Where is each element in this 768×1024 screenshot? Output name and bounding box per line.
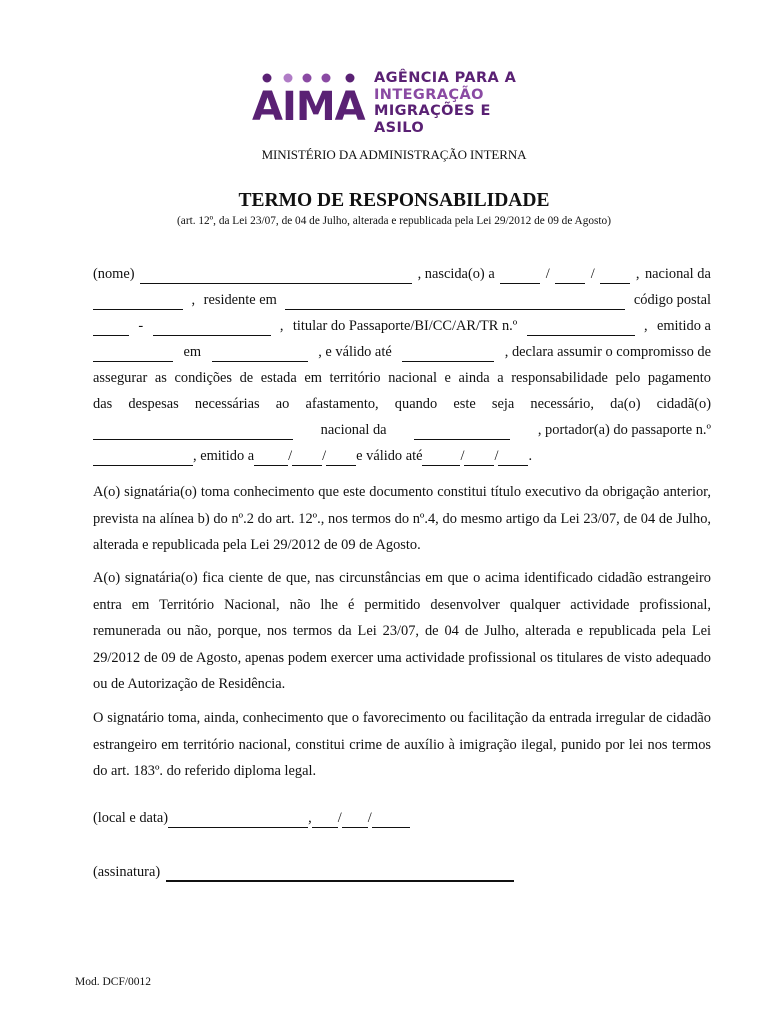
nationality-field[interactable] — [93, 295, 183, 310]
document-subtitle: (art. 12º, da Lei 23/07, de 04 de Julho, alterada e republicada pela Lei 29/2012 de 09 de Agosto) — [177, 215, 611, 227]
label-emitido: emitido a — [656, 318, 711, 334]
passport-valid-year-field[interactable] — [498, 451, 528, 466]
aima-logo-mark — [252, 70, 372, 126]
label-portador: , portador(a) do passaporte n.º — [537, 422, 711, 438]
birth-month-field[interactable] — [555, 269, 585, 284]
aima-logo-text — [374, 70, 542, 136]
citizen-name-field[interactable] — [93, 425, 293, 440]
aima-logo — [252, 70, 542, 136]
ministry-heading: MINISTÉRIO DA ADMINISTRAÇÃO INTERNA — [261, 147, 527, 162]
paragraph-atividade-profissional: A(o) signatária(o) fica ciente de que, nas circunstâncias em que o acima identificado cidadão estrangeiro entra em Território Nacional, não lhe é permitido desenvolver qualquer actividade profissional, remunerada ou não, porque, nos termos da Lei 23/07, de 04 de Julho, alterada e republicada pela Lei 29/2012 de 09 de Agosto, apenas podem exercer uma actividade profissional os titulares de visto adequado ou de Autorização de Residência. — [93, 570, 711, 692]
form-line-signature — [93, 862, 711, 882]
form-line-6: das despesas necessárias ao afastamento, quando este seja necessário, da(o) cidadã(o) — [93, 396, 711, 412]
document-number-field[interactable] — [527, 321, 635, 336]
date-day-field[interactable] — [312, 813, 338, 828]
form-line-passport-dates: , emitido a / / e válido até / / . — [93, 446, 711, 466]
paragraph-crime-auxilio: O signatário toma, ainda, conhecimento que o favorecimento ou facilitação da entrada irregular de cidadão estrangeiro em território nacional, constitui crime de auxílio à imigração ilegal, punido por lei nos termos do art. 183º. do referido diploma legal. — [93, 710, 711, 779]
label-nacional-da: nacional da — [644, 266, 711, 282]
passport-valid-day-field[interactable] — [422, 451, 460, 466]
address-field[interactable] — [285, 295, 625, 310]
name-field[interactable] — [140, 269, 412, 284]
label-valido-ate: , e válido até — [318, 344, 392, 360]
label-titular-passaporte: titular do Passaporte/BI/CC/AR/TR n.º — [292, 318, 518, 334]
local-field[interactable] — [168, 813, 308, 828]
valid-until-field[interactable] — [402, 347, 494, 362]
passport-issue-month-field[interactable] — [292, 451, 322, 466]
birth-year-field[interactable] — [600, 269, 630, 284]
label-assinatura: (assinatura) — [93, 864, 161, 880]
form-line-local-data: (local e data) , / / — [93, 808, 711, 828]
passport-valid-month-field[interactable] — [464, 451, 494, 466]
svg-text:AIMA: AIMA — [252, 84, 365, 126]
date-month-field[interactable] — [342, 813, 368, 828]
citizen-nationality-field[interactable] — [414, 425, 510, 440]
signature-field[interactable] — [166, 866, 514, 882]
logo-line-2: INTEGRAÇÃO — [374, 86, 484, 103]
form-line-residence: , residente em código postal — [93, 290, 711, 310]
label-residente: residente em — [203, 292, 277, 308]
passport-issue-year-field[interactable] — [326, 451, 356, 466]
form-line-citizen — [93, 420, 711, 440]
form-model-code: Mod. DCF/0012 — [75, 976, 152, 988]
date-year-field[interactable] — [372, 813, 410, 828]
birth-day-field[interactable] — [500, 269, 540, 284]
logo-line-1: AGÊNCIA PARA A — [374, 70, 517, 86]
label-declara: , declara assumir o compromisso de — [504, 344, 711, 360]
label-nacional-da-2: nacional da — [320, 422, 387, 438]
form-line-passport: - , titular do Passaporte/BI/CC/AR/TR n.º , emitido a — [93, 316, 711, 336]
citizen-passport-number-field[interactable] — [93, 451, 193, 466]
passport-issue-day-field[interactable] — [254, 451, 288, 466]
form-line-validity: em , e válido até , declara assumir o compromisso de — [93, 342, 711, 362]
label-codigo-postal: código postal — [633, 292, 711, 308]
paragraph-titulo-executivo: A(o) signatária(o) toma conhecimento que este documento constitui título executivo da obrigação anterior, prevista na alínea b) do nº.2 do art. 12º., nos termos do nº.4, do mesmo artigo da Lei 23/07, de 04 de Julho, alterada e republicada pela Lei 29/2012 de 09 de Agosto. — [93, 484, 711, 553]
label-nome: (nome) — [93, 266, 135, 282]
postal-code-2-field[interactable] — [153, 321, 271, 336]
form-line-name: (nome) , nascida(o) a / / , nacional da — [93, 266, 711, 282]
issue-place-field[interactable] — [212, 347, 308, 362]
form-line-5: assegurar as condições de estada em território nacional e ainda a responsabilidade pelo pagamento — [93, 370, 711, 386]
issue-date-field[interactable] — [93, 347, 173, 362]
label-nascida: , nascida(o) a — [417, 266, 495, 282]
label-local-data: (local e data) — [93, 810, 169, 826]
logo-line-3: MIGRAÇÕES E ASILO — [374, 103, 491, 136]
postal-code-1-field[interactable] — [93, 321, 129, 336]
document-title: TERMO DE RESPONSABILIDADE — [238, 190, 550, 211]
